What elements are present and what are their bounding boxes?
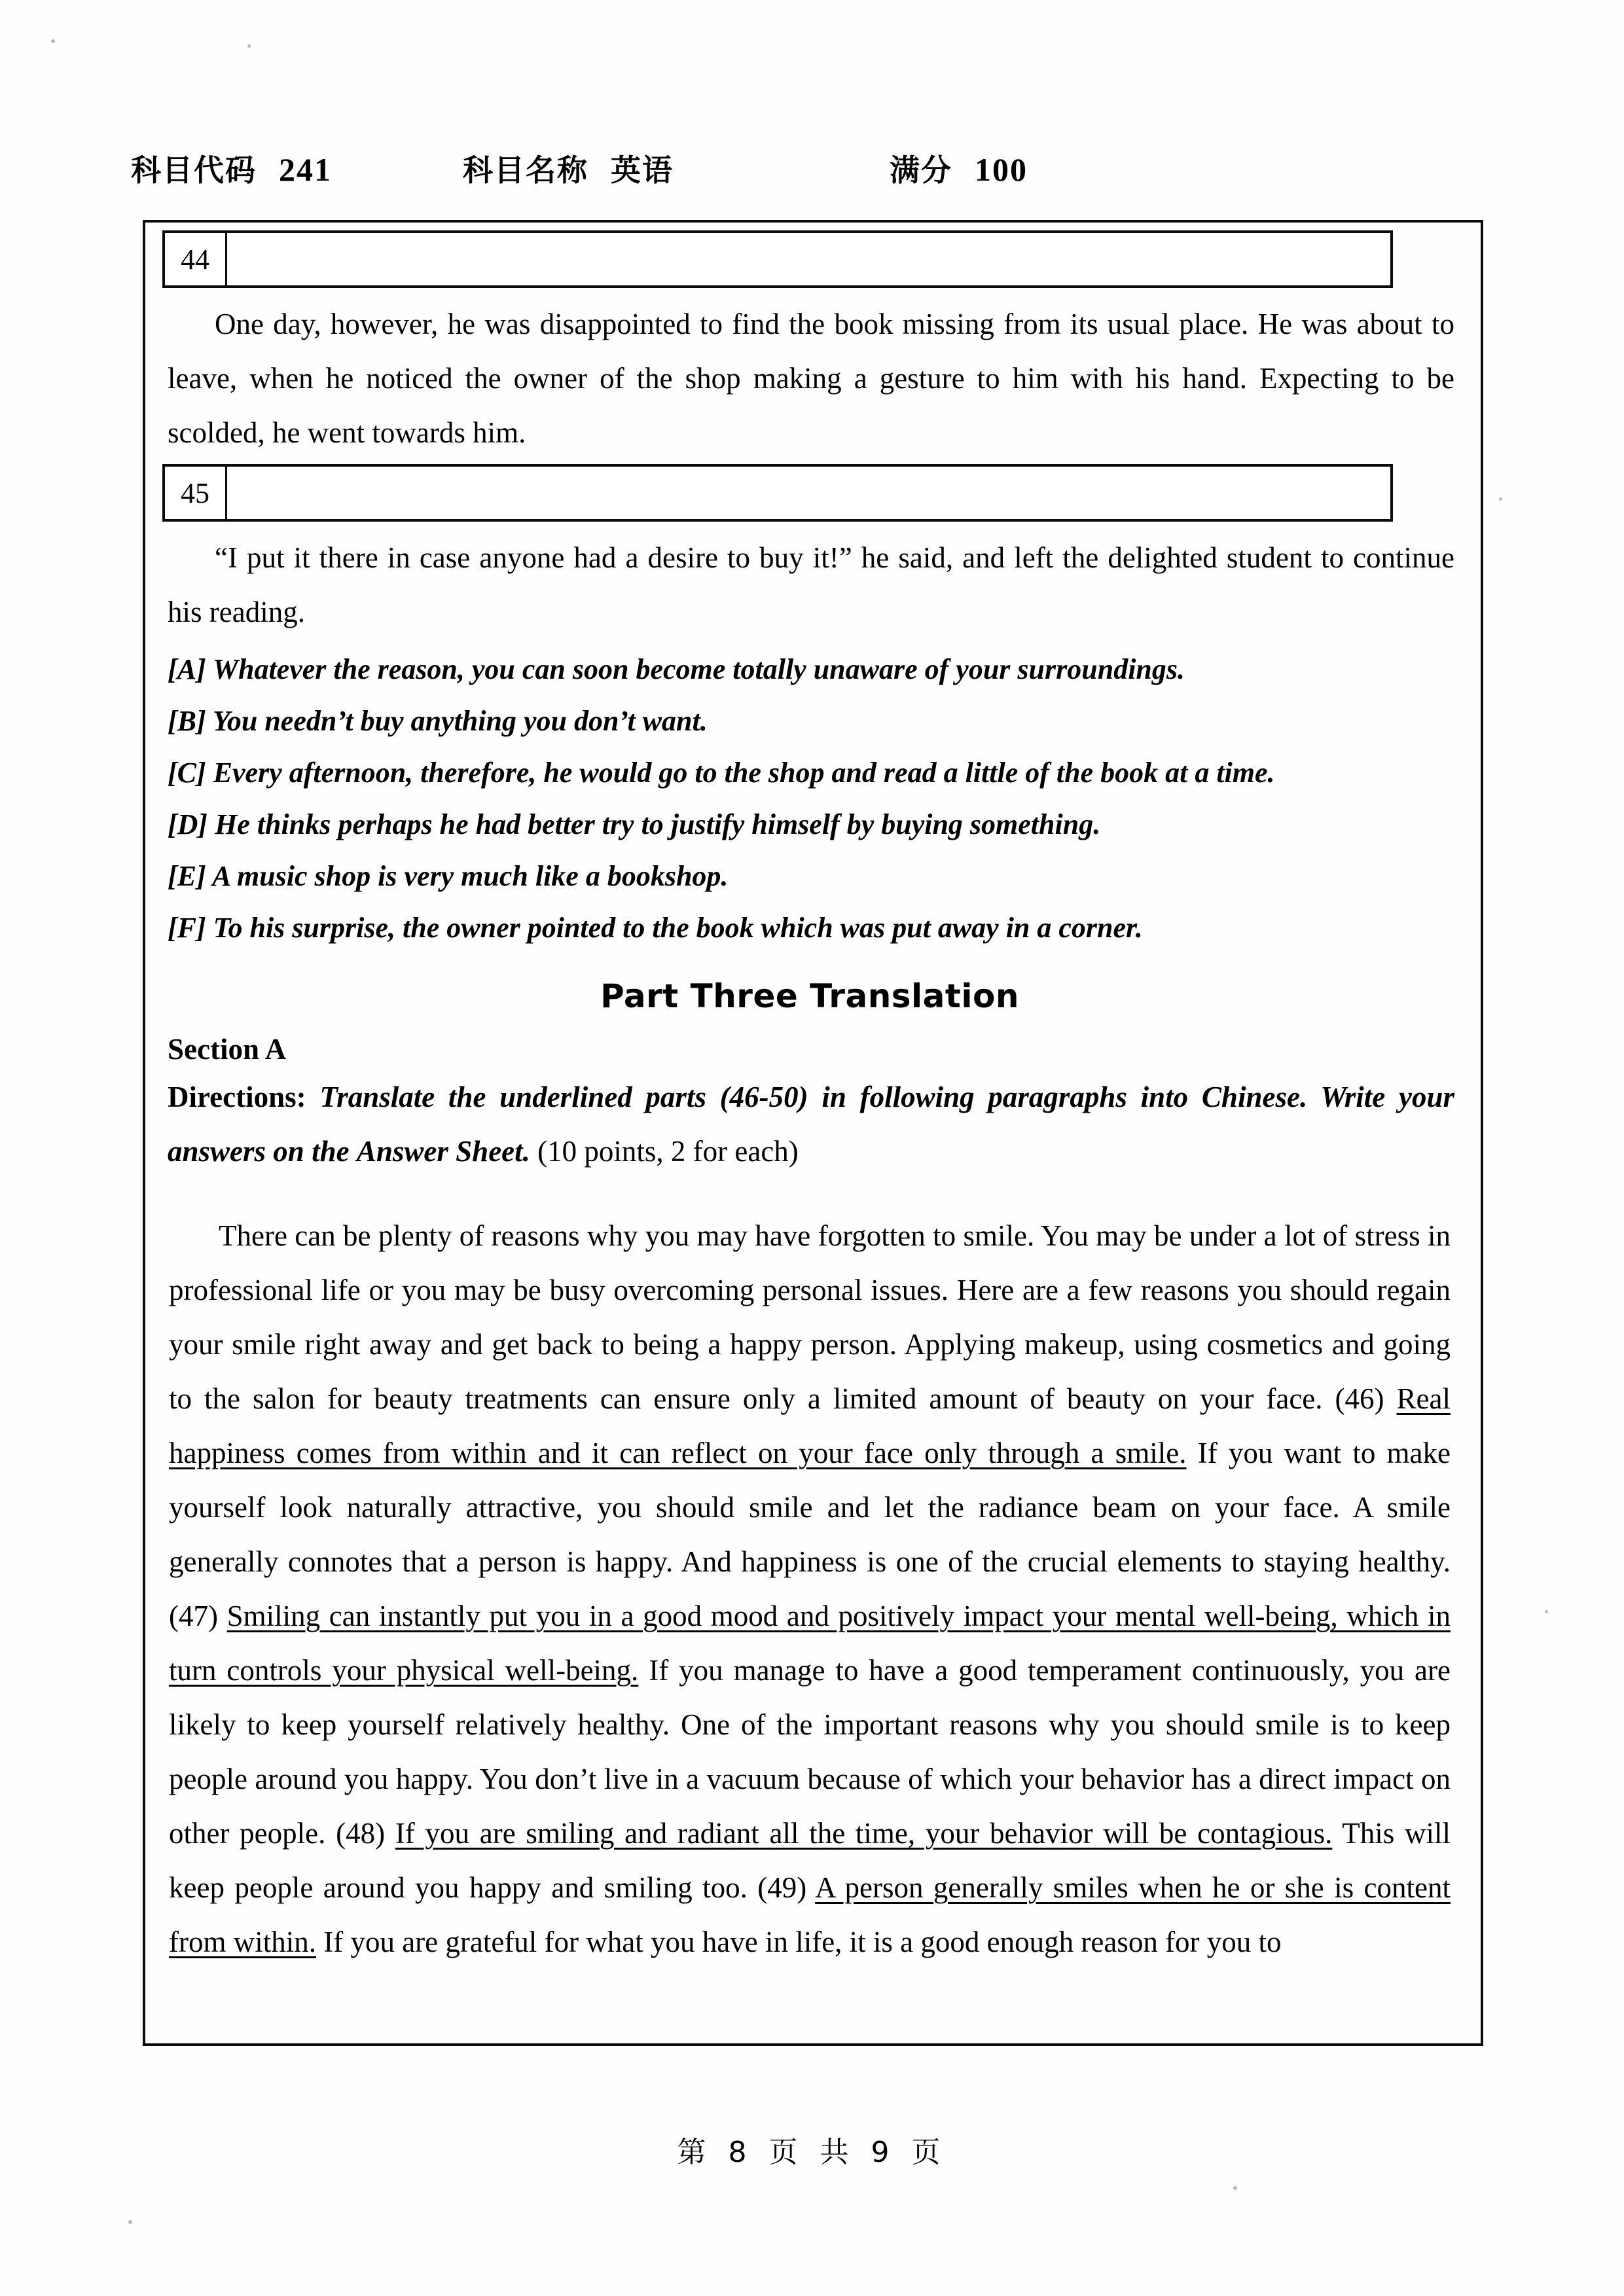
subject-name-value: 英语 [611,152,674,188]
section-a-label: Section A [168,1033,287,1066]
passage-segment-5: If you are grateful for what you have in life, it is a good enough reason for you to [316,1926,1282,1958]
subject-name-group [463,147,674,190]
passage-segment-3: If you manage to have a good temperament continuously, you are likely to keep yourself relatively healthy. One of the important reasons why you should smile is to keep people around you happy. You don’t live in a vacuum because of which your behavior has a direct impact on other people. (48) [169,1654,1451,1850]
passage-segment-4: This will keep people around you happy and smiling too. (49) [169,1817,1451,1904]
directions-label: Directions: [168,1081,306,1113]
option-item-b: [B] You needn’t buy anything you don’t want. [168,705,708,737]
exam-header [131,145,1362,191]
underlined-part-48: If you are smiling and radiant all the time, your behavior will be contagious. [395,1817,1333,1850]
page-content [145,223,1481,1969]
answer-box-44[interactable] [162,230,1393,288]
subject-code-group [131,147,332,190]
directions-points-note: (10 points, 2 for each) [537,1135,799,1168]
scan-speck [1499,497,1502,501]
subject-name-label: 科目名称 [463,152,588,188]
full-marks-group [890,147,1028,190]
answer-box-number: 45 [165,467,227,519]
scan-speck [128,2220,132,2224]
option-item-e: [E] A music shop is very much like a bookshop. [168,860,729,892]
answer-box-input-44[interactable] [227,233,1390,285]
option-item-f: [F] To his surprise, the owner pointed to the book which was put away in a corner. [168,912,1143,944]
answer-box-45[interactable] [162,464,1393,522]
passage-segment-1: There can be plenty of reasons why you may have forgotten to smile. You may be under a lot of stress in professional life or you may be busy overcoming personal issues. Here are a few reasons you should regain your smile right away and get back to being a happy person. Applying makeup, using cosmetics and going to the salon for beauty treatments can ensure only a limited amount of beauty on your face. (46) [169,1219,1451,1415]
full-marks-value: 100 [975,151,1028,188]
option-item-a: [A] Whatever the reason, you can soon become totally unaware of your surroundings. [168,653,1185,685]
answer-box-number: 44 [165,233,227,285]
translation-passage [169,1209,1451,1969]
scan-speck [247,45,251,48]
page-content-frame [143,220,1483,2046]
underlined-part-47: Smiling can instantly put you in a good mood and positively impact your mental well-being, which in turn controls your physical well-being. [169,1600,1451,1687]
underlined-part-46: Real happiness comes from within and it can reflect on your face only through a smile. [169,1382,1451,1469]
scan-speck [1545,1610,1548,1613]
subject-code-label: 科目代码 [131,152,257,188]
part-three-title: Part Three Translation [600,977,1019,1015]
scan-speck [1233,2186,1237,2190]
option-item-c: [C] Every afternoon, therefore, he would go to the shop and read a little of the book at a time. [168,757,1275,789]
page-footer: 第 8 页 共 9 页 [677,2136,947,2169]
cloze-paragraph-after-44: One day, however, he was disappointed to find the book missing from its usual place. He was about to leave, when he noticed the owner of the shop making a gesture to him with his hand. Expecting to be scolded, he went towards him. [168,308,1454,449]
cloze-paragraph-after-45: “I put it there in case anyone had a desire to buy it!” he said, and left the delighted student to continue his reading. [168,541,1454,628]
option-item-d: [D] He thinks perhaps he had better try to justify himself by buying something. [168,808,1101,840]
directions-block [168,1070,1454,1179]
underlined-part-49: A person generally smiles when he or she is content from within. [169,1871,1451,1958]
full-marks-label: 满分 [890,152,952,188]
passage-segment-2: If you want to make yourself look naturally attractive, you should smile and let the radiance beam on your face. A smile generally connotes that a person is happy. And happiness is one of the crucial elements to staying healthy. (47) [169,1437,1451,1632]
answer-box-input-45[interactable] [227,467,1390,519]
subject-code-value: 241 [279,151,332,188]
scan-speck [51,39,55,43]
directions-text-italic: Translate the underlined parts (46-50) in following paragraphs into Chinese. Write your answers on the [168,1081,1454,1168]
answer-sheet-emphasis: Answer Sheet. [356,1135,530,1168]
